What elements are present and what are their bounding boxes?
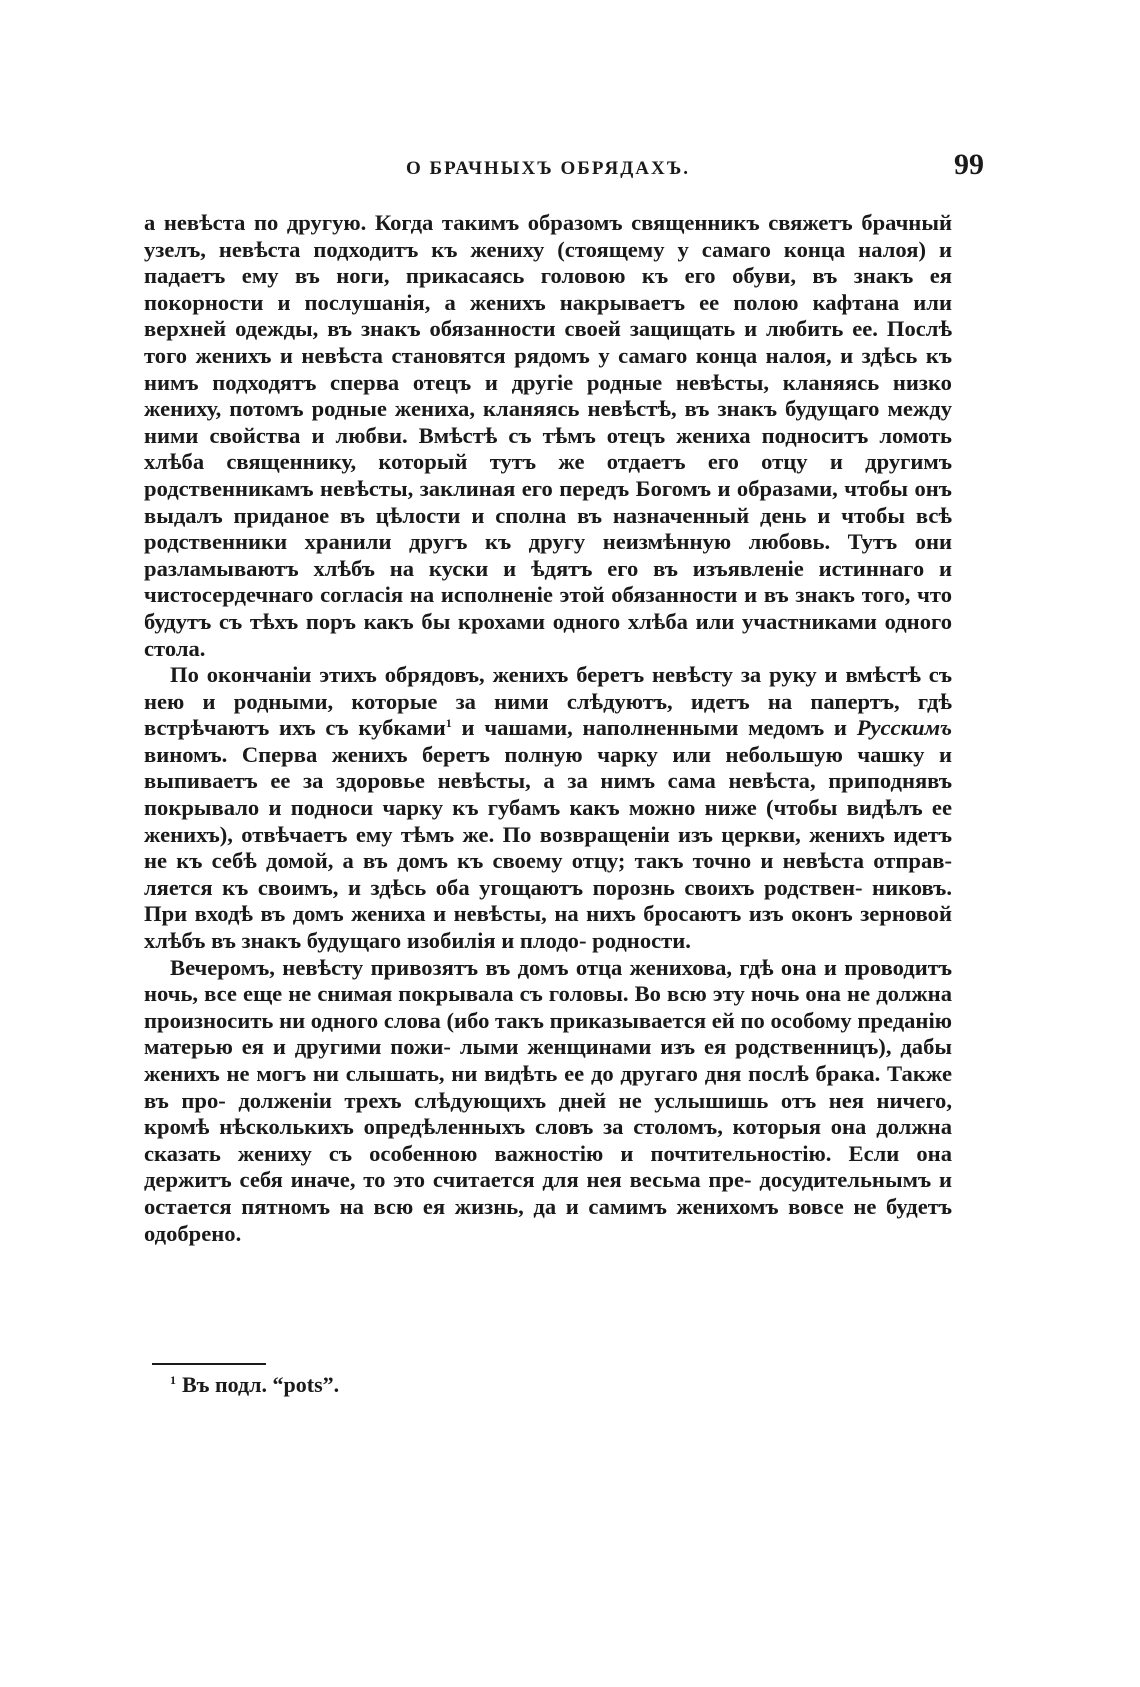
text-line: а невѣста по другую. Когда такимъ образомъ священникъ свяжетъ [144, 210, 853, 235]
paragraph-2-line: медомъ и [748, 715, 857, 741]
paragraph-2-rest [144, 742, 952, 953]
text-line: день и чтобы всѣ родственники хранили другъ къ другу неизмѣнную [144, 502, 952, 555]
footnote-rule [152, 1363, 266, 1365]
page-number: 99 [954, 148, 984, 181]
text-line: родные жениха, кланяясь невѣстѣ, въ знакъ будущаго между ними [144, 396, 952, 448]
text-line: никовъ. При входѣ въ домъ жениха и невѣсты, на нихъ бросаютъ [144, 874, 952, 927]
paragraph-2-line: папертъ, гдѣ встрѣчаютъ ихъ съ кубками [144, 688, 952, 741]
text-line: изъявленіе истиннаго и чистосердечнаго согласія на исполненіе этой [144, 555, 953, 608]
text-line: хлѣба священнику, который тутъ же отдаетъ его отцу и другимъ [144, 449, 952, 475]
paragraph-2-line: вмѣстѣ съ нею и родными, которые за ними слѣдуютъ, идетъ на [144, 662, 952, 714]
text-line: отецъ и другіе родные невѣсты, кланяясь низко жениху, потомъ [144, 369, 952, 422]
text-line: родности. [592, 928, 691, 954]
text-line: слышать, ни видѣть ее до другаго дня послѣ брака. Также въ про- [144, 1061, 952, 1113]
footnote-reference: 1 [445, 716, 452, 731]
text-line: Вечеромъ, невѣсту привозятъ въ домъ отца женихова, гдѣ она [170, 954, 817, 980]
text-line: свойства и любви. Вмѣстѣ съ тѣмъ отецъ жениха подноситъ ломоть [209, 422, 952, 448]
footnote-text: Въ подл. “pots”. [182, 1372, 340, 1397]
paragraph-2-line: По окончаніи этихъ обрядовъ, женихъ беретъ невѣсту за руку и [170, 662, 838, 688]
footnote-marker: 1 [170, 1373, 176, 1387]
text-line: родственникамъ невѣсты, заклиная его передъ Богомъ и образами, [144, 475, 838, 501]
paragraph-3 [144, 955, 952, 1248]
text-line: долженіи трехъ слѣдующихъ дней не услышишь отъ нея ничего, [238, 1087, 952, 1113]
text-line: обуви, въ знакъ ея покорности и послушанія, а женихъ накрываетъ [144, 263, 952, 315]
text-line: или небольшую чашку и выпиваетъ ее за здоровье невѣсты, а за [144, 741, 952, 794]
text-line: конца налоя) и падаетъ ему въ ноги, прикасаясь головою къ его [144, 236, 952, 289]
text-line: рядомъ у самаго конца налоя, и здѣсь къ нимъ подходятъ сперва [144, 342, 953, 395]
text-line: Если она держитъ себя иначе, то это считается для нея весьма пре- [144, 1140, 952, 1193]
text-line: лыми женщинами изъ ея родственницъ), дабы женихъ не могъ ни [144, 1034, 953, 1086]
text-line: тѣмъ же. По возвращеніи изъ церкви, женихъ идетъ не къ себѣ [144, 821, 952, 874]
text-line: домой, а въ домъ къ своему отцу; такъ точно и невѣста отправ- [266, 848, 952, 874]
text-line: изъ оконъ зерновой хлѣбъ въ знакъ будущаго изобилія и плодо- [144, 901, 952, 954]
text-line: крохами одного хлѣба или участниками одного стола. [144, 608, 952, 661]
text-line: женихомъ вовсе не будетъ одобрено. [144, 1193, 952, 1246]
body-text [144, 210, 952, 1247]
running-title: О БРАЧНЫХЪ ОБРЯДАХЪ. [405, 158, 690, 179]
text-line: эту ночь она не должна произносить ни одного слова (ибо такъ [144, 981, 952, 1033]
paragraph-2-line: виномъ. Сперва женихъ беретъ полную чарку [144, 741, 658, 767]
text-line: нимъ сама невѣста, приподнявъ покрывало и подноси чарку къ [144, 768, 952, 821]
text-line: кромѣ нѣсколькихъ опредѣленныхъ словъ за столомъ, которыя она [144, 1114, 867, 1140]
text-line: защищать и любить ее. Послѣ того женихъ и невѣста становятся [144, 316, 952, 368]
text-line: досудительнымъ и остается пятномъ на всю ея жизнь, да и самимъ [144, 1167, 952, 1219]
text-line: должна сказать жениху съ особенною важностію и почтительностію. [144, 1114, 952, 1166]
text-line: брачный узелъ, невѣста подходитъ къ жениху (стоящему у самаго [144, 210, 952, 262]
text-line: любовь. Тутъ они разламываютъ хлѣбъ на куски и ѣдятъ его въ [144, 529, 952, 581]
paragraph-2 [144, 662, 952, 955]
paragraph-1 [144, 210, 952, 662]
running-head [144, 148, 984, 192]
footnote [170, 1371, 339, 1399]
text-line: обязанности и въ знакъ того, что будутъ съ тѣхъ поръ какъ бы [144, 582, 953, 634]
text-line: ляется къ своимъ, и здѣсь оба угощаютъ порознь своихъ родствен- [144, 874, 863, 900]
text-line: ее полою кафтана или верхней одежды, въ знакъ обязанности своей [144, 289, 952, 342]
text-line: чтобы онъ выдалъ приданое въ цѣлости и сполна въ назначенный [144, 475, 952, 528]
italic-word: Русскимъ [856, 715, 952, 741]
text-line: и проводитъ ночь, все еще не снимая покрывала съ головы. Во всю [144, 954, 952, 1007]
text-line: приказывается ей по особому преданію матерью ея и другими пожи- [144, 1007, 952, 1060]
paragraph-2-line: и чашами, наполненными [451, 715, 739, 741]
text-line: губамъ какъ можно ниже (чтобы видѣлъ ее женихъ), отвѣчаетъ ему [144, 795, 952, 847]
